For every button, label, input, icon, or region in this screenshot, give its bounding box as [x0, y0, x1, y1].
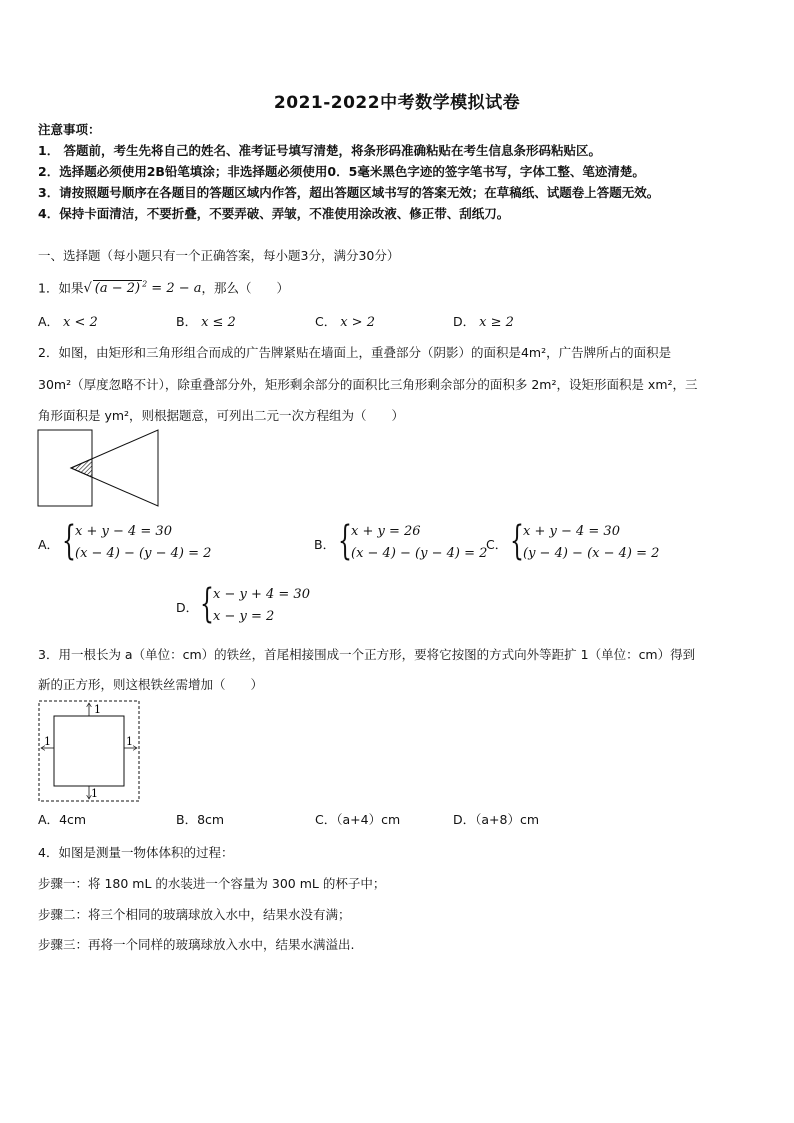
q3-option-d[interactable]: D．（a+8）cm: [453, 812, 540, 827]
label-bottom: 1: [91, 787, 98, 800]
q3-option-a[interactable]: A．4cm: [38, 812, 87, 827]
notice-heading: 注意事项：: [38, 122, 101, 137]
q2-option-a-label[interactable]: A．: [38, 537, 60, 552]
q2-option-d-label[interactable]: D．: [176, 600, 199, 615]
q1-rhs: = 2 − a: [147, 281, 202, 297]
section-heading: 一、选择题（每小题只有一个正确答案，每小题3分，满分30分）: [38, 248, 400, 263]
q3-option-b[interactable]: B．8cm: [176, 812, 225, 827]
q1-option-c[interactable]: C． x > 2: [315, 314, 375, 330]
brace-icon: {: [510, 518, 524, 564]
q2-option-b-label[interactable]: B．: [314, 537, 336, 552]
brace-icon: {: [200, 581, 214, 627]
q4-step-2: 步骤二：将三个相同的玻璃球放入水中，结果水没有满；: [38, 907, 351, 922]
q4-step-3: 步骤三：再将一个同样的玻璃球放入水中，结果水满溢出.: [38, 937, 355, 952]
q2-line-1: 2．如图，由矩形和三角形组合而成的广告牌紧贴在墙面上，重叠部分（阴影）的面积是4m²，广告牌所占的面积是: [38, 345, 672, 360]
q4-step-1: 步骤一：将 180 mL 的水装进一个容量为 300 mL 的杯子中；: [38, 876, 386, 891]
inner-square: [54, 716, 124, 786]
q1-exponent: 2: [142, 280, 148, 289]
q3-square-figure: [38, 700, 140, 802]
overlap-shaded-region: [71, 459, 92, 477]
exam-page: 2021-2022中考数学模拟试卷 注意事项： 1． 答题前，考生先将自己的姓名、准考证号填写清楚，将条形码准确粘贴在考生信息条形码粘贴区。 2．选择题必须使用2B铅笔填涂；非选择题必须使用0．5毫米黑色字迹的签字笔书写，字体工整、笔迹清楚。 3．请按照题号顺序在各题目的答题区域内作答，超出答题区域书写的答案无效；在草稿纸、试题卷上答题无效。 4．保持卡面清洁，不要折叠，不要弄破、弄皱，不准使用涂改液、修正带、刮纸刀。 一、选择题（每小题只有一个正确答案，每小题3分，满分30分） 1．如果√ (a − 2) $^2$ = 2 − a，那么（ ） A． x < 2 B． x ≤ 2 C． x > 2 D． x ≥ 2 2．如图，由矩形和三角形组合而成的广告牌紧贴在墙面上，重叠部分（阴影）的面积是4m²，广告牌所占的面积是 30m²（厚度忽略不计），除重叠部分外，矩形剩余部分的面积比三角形剩余部分的面积多 2m²，设矩形面积是 xm²，三 角形面积是 ym²，则根据题意，可列出二元一次方程组为（ ） A． { x + y − 4 = 30 (x − 4) − (y − 4) = 2 B． { x + y = 26 (x − 4) − (y − 4) = 2 C． { x + y − 4 = 30 (y − 4) − (x − 4) = 2 D． { x − y + 4 = 30 x − y = 2 3．用一根长为 a（单位：cm）的铁丝，首尾相接围成一个正方形，要将它按图的方式向外等距扩 1（单位：cm）得到 新的正方形，则这根铁丝需增加（ ） 1 1 1 1 A．4cm B．8cm C．（a+4）cm D．（a+8）cm 4．如图是测量一物体体积的过程： 步骤一：将 180 mL 的水装进一个容量为 300 mL 的杯子中； 步骤二：将三个相同的玻璃球放入水中，结果水没有满； 步骤三：再将一个同样的玻璃球放入水中，结果水满溢出.: [0, 0, 794, 1123]
label-left: 1: [44, 735, 51, 748]
q4-line-1: 4．如图是测量一物体体积的过程：: [38, 845, 234, 860]
notice-item-4: 4．保持卡面清洁，不要折叠，不要弄破、弄皱，不准使用涂改液、修正带、刮纸刀。: [38, 206, 510, 221]
q1-option-d[interactable]: D． x ≥ 2: [453, 314, 514, 330]
label-right: 1: [126, 735, 133, 748]
q2-billboard-figure: [36, 428, 162, 508]
notice-item-1: 1． 答题前，考生先将自己的姓名、准考证号填写清楚，将条形码准确粘贴在考生信息条形码粘贴区。: [38, 143, 602, 158]
notice-item-3: 3．请按照题号顺序在各题目的答题区域内作答，超出答题区域书写的答案无效；在草稿纸、试题卷上答题无效。: [38, 185, 660, 200]
page-title: 2021-2022中考数学模拟试卷: [273, 93, 521, 113]
q2-line-2: 30m²（厚度忽略不计），除重叠部分外，矩形剩余部分的面积比三角形剩余部分的面积多 2m²，设矩形面积是 xm²，三: [38, 377, 698, 392]
question-1: [38, 277, 289, 297]
q1-option-b[interactable]: B． x ≤ 2: [176, 314, 236, 330]
brace-icon: {: [338, 518, 352, 564]
brace-icon: {: [62, 518, 76, 564]
q1-prefix: 1．如果: [38, 280, 84, 296]
q2-line-3: 角形面积是 ym²，则根据题意，可列出二元一次方程组为（ ）: [38, 408, 405, 423]
q1-option-a[interactable]: A． x < 2: [38, 314, 98, 330]
q3-option-c[interactable]: C．（a+4）cm: [315, 812, 401, 827]
q1-suffix: ，那么（ ）: [201, 280, 290, 296]
q3-line-1: 3．用一根长为 a（单位：cm）的铁丝，首尾相接围成一个正方形，要将它按图的方式向外等距扩 1（单位：cm）得到: [38, 647, 696, 662]
notice-item-2: 2．选择题必须使用2B铅笔填涂；非选择题必须使用0．5毫米黑色字迹的签字笔书写，字体工整、笔迹清楚。: [38, 164, 645, 179]
q1-expression: √ (a − 2) $^2$ = 2 − a: [83, 280, 202, 297]
q2-option-c-label[interactable]: C．: [486, 537, 508, 552]
label-top: 1: [94, 703, 101, 716]
q3-line-2: 新的正方形，则这根铁丝需增加（ ）: [38, 677, 264, 692]
q1-radicand: (a − 2): [94, 281, 141, 297]
